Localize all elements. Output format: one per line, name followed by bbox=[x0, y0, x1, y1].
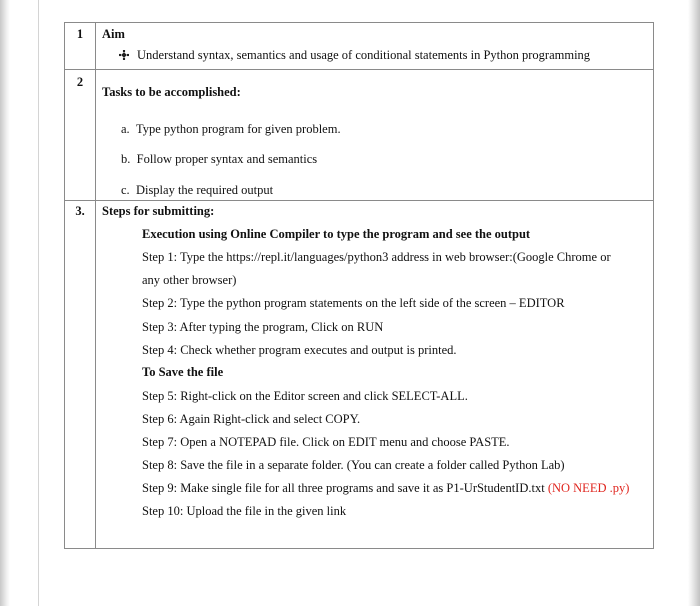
step9-note: (NO NEED .py) bbox=[547, 481, 630, 495]
step-line: Step 1: Type the https://repl.it/languages/python3 address in web browser:(Google Chrome or bbox=[142, 250, 611, 264]
step-line: Step 10: Upload the file in the given link bbox=[142, 504, 347, 518]
step9-text: Step 9: Make single file for all three programs and save it as P1-UrStudentID.txt bbox=[142, 481, 545, 495]
column-divider bbox=[95, 23, 96, 548]
compiler-heading: Execution using Online Compiler to type the program and see the output bbox=[142, 227, 531, 241]
task-item bbox=[121, 183, 273, 198]
step-line: any other browser) bbox=[142, 273, 237, 287]
task-text: Display the required output bbox=[135, 183, 274, 197]
step-line: Step 7: Open a NOTEPAD file. Click on EDIT menu and choose PASTE. bbox=[142, 435, 510, 449]
steps-heading: Steps for submitting: bbox=[102, 204, 215, 218]
task-item bbox=[121, 122, 341, 137]
task-marker: c. bbox=[121, 183, 130, 197]
page-edge-left bbox=[0, 0, 10, 606]
task-text: Type python program for given problem. bbox=[135, 122, 341, 136]
page-edge-right bbox=[688, 0, 700, 606]
diamond-bullet-icon bbox=[119, 50, 129, 60]
row-number: 2 bbox=[76, 75, 84, 89]
row-number: 3. bbox=[75, 204, 85, 218]
task-marker: a. bbox=[121, 122, 130, 136]
step-line: Step 3: After typing the program, Click on RUN bbox=[142, 320, 384, 334]
tasks-heading: Tasks to be accomplished: bbox=[102, 85, 241, 99]
step-line: Step 4: Check whether program executes and output is printed. bbox=[142, 343, 457, 357]
row-divider bbox=[65, 69, 653, 70]
task-text: Follow proper syntax and semantics bbox=[136, 152, 318, 166]
task-item bbox=[121, 152, 317, 167]
aim-bullet bbox=[119, 48, 590, 63]
aim-heading: Aim bbox=[102, 27, 125, 41]
step-line: Step 5: Right-click on the Editor screen and click SELECT-ALL. bbox=[142, 389, 468, 403]
task-marker: b. bbox=[121, 152, 131, 166]
margin-line bbox=[38, 0, 39, 606]
aim-text: Understand syntax, semantics and usage of conditional statements in Python programming bbox=[137, 48, 591, 62]
row-divider bbox=[65, 200, 653, 201]
instructions-table bbox=[64, 22, 654, 549]
row-number: 1 bbox=[76, 27, 84, 41]
step-line: Step 6: Again Right-click and select COPY. bbox=[142, 412, 361, 426]
save-heading: To Save the file bbox=[142, 365, 224, 379]
step-line: Step 8: Save the file in a separate folder. (You can create a folder called Python Lab) bbox=[142, 458, 565, 472]
step-line bbox=[142, 481, 629, 496]
step-line: Step 2: Type the python program statements on the left side of the screen – EDITOR bbox=[142, 296, 565, 310]
